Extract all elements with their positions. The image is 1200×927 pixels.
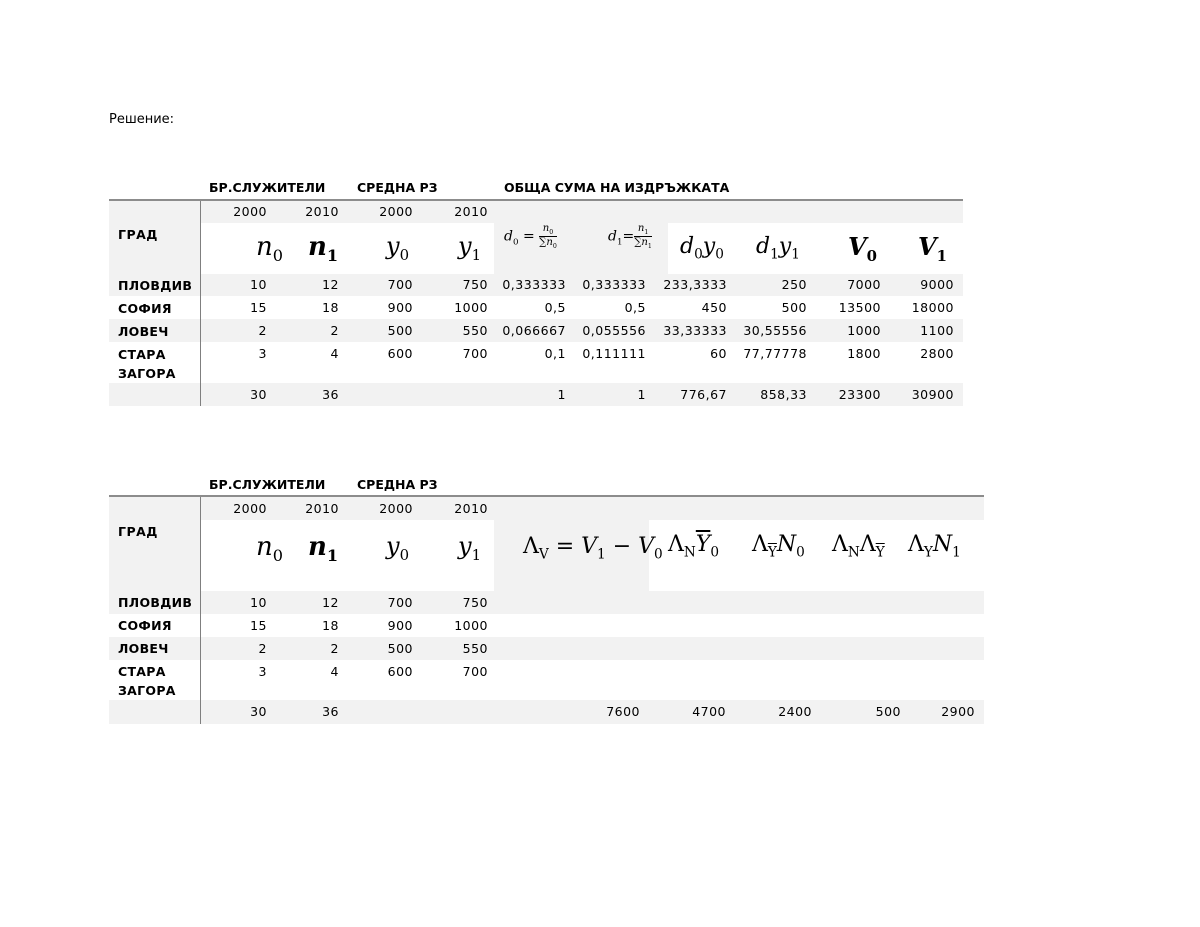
year-cell: 2010 [305,501,339,516]
cell: 4 [330,664,339,679]
cell: 1000 [454,618,488,633]
total-cell: 23300 [838,387,881,402]
formula-n0: $n_0$ [256,532,283,566]
year-cell: 2000 [379,204,413,219]
cell: 450 [701,300,727,315]
cell: 30,55556 [743,323,807,338]
cell: 700 [387,277,413,292]
cell: 0,333333 [582,277,646,292]
cell: 0,111111 [582,346,646,361]
cell: 1800 [847,346,881,361]
cell: 2 [258,641,267,656]
cell: 600 [387,346,413,361]
year-cell: 2000 [233,204,267,219]
cell: 12 [322,277,339,292]
total-cell: 36 [322,387,339,402]
cell: 250 [781,277,807,292]
cell: 900 [387,300,413,315]
cell: 1000 [454,300,488,315]
city-name: ЛОВЕЧ [118,324,169,339]
group-employees: БР.СЛУЖИТЕЛИ [209,180,326,195]
cell: 550 [462,323,488,338]
cell: 500 [781,300,807,315]
formula-delta-y-n1: $\Lambda_YN_1$ [908,532,961,561]
total-cell: 776,67 [680,387,727,402]
cell: 700 [462,664,488,679]
cell: 9000 [920,277,954,292]
cell: 2 [258,323,267,338]
cell: 60 [710,346,727,361]
cell: 500 [387,641,413,656]
formula-n1: $n_1$ [308,232,339,266]
cell: 15 [250,300,267,315]
cell: 2800 [920,346,954,361]
year-cell: 2010 [454,204,488,219]
city-name: ПЛОВДИВ [118,595,193,610]
year-cell: 2000 [379,501,413,516]
formula-delta-n-delta-y: $\Lambda_N\Lambda_{\overline{Y}}$ [832,532,885,561]
cell: 0,055556 [582,323,646,338]
total-cell: 4700 [692,704,726,719]
cell: 7000 [847,277,881,292]
cell: 13500 [838,300,881,315]
cell: 10 [250,595,267,610]
cell: 0,5 [624,300,646,315]
cell: 3 [258,346,267,361]
total-cell: 30900 [911,387,954,402]
cell: 77,77778 [743,346,807,361]
city-name: СТАРА ЗАГОРА [118,664,176,698]
group-employees: БР.СЛУЖИТЕЛИ [209,477,326,492]
total-cell: 2400 [778,704,812,719]
cell: 10 [250,277,267,292]
formula-d0y0: $d_0y_0$ [680,234,724,263]
cell: 750 [462,277,488,292]
total-cell: 7600 [606,704,640,719]
cell: 3 [258,664,267,679]
city-name: ПЛОВДИВ [118,278,193,293]
group-total: ОБЩА СУМА НА ИЗДРЪЖКАТА [504,180,730,195]
group-avg-salary: СРЕДНА РЗ [357,477,438,492]
cell: 1100 [920,323,954,338]
cell: 18 [322,300,339,315]
total-cell: 858,33 [760,387,807,402]
formula-d1: $d_1=$ $\frac{n_1}{\sum n_1}$ [608,223,652,251]
formula-y0: $y_0$ [386,532,410,564]
year-cell: 2010 [305,204,339,219]
formula-y1: $y_1$ [458,532,482,564]
cell: 0,5 [544,300,566,315]
total-cell: 2900 [941,704,975,719]
total-cell: 1 [557,387,566,402]
total-cell: 1 [637,387,646,402]
total-cell: 30 [250,387,267,402]
formula-d0: $d_0$ = $\frac{n_0}{\sum n_0}$ [504,223,557,251]
formula-delta-v: $\Lambda_V = V_1 - V_0$ [523,534,663,563]
total-cell: 500 [875,704,901,719]
cell: 2 [330,323,339,338]
cell: 600 [387,664,413,679]
cell: 18 [322,618,339,633]
cell: 0,1 [544,346,566,361]
cell: 700 [387,595,413,610]
cell: 18000 [911,300,954,315]
cell: 1000 [847,323,881,338]
city-header: ГРАД [118,524,158,539]
formula-d1y1: $d_1y_1$ [756,234,800,263]
city-name: СОФИЯ [118,618,172,633]
cell: 12 [322,595,339,610]
heading: Решение: [109,112,175,127]
cell: 700 [462,346,488,361]
cell: 750 [462,595,488,610]
cell: 0,333333 [502,277,566,292]
formula-y0: $y_0$ [386,232,410,264]
cell: 2 [330,641,339,656]
formula-n1: $n_1$ [308,532,339,566]
cell: 900 [387,618,413,633]
city-name: СОФИЯ [118,301,172,316]
city-header: ГРАД [118,227,158,242]
year-cell: 2010 [454,501,488,516]
cell: 15 [250,618,267,633]
formula-v1: $V_1$ [918,232,947,265]
cell: 500 [387,323,413,338]
formula-v0: $V_0$ [848,232,877,265]
formula-n0: $n_0$ [256,232,283,266]
cell: 33,33333 [663,323,727,338]
city-name: ЛОВЕЧ [118,641,169,656]
year-cell: 2000 [233,501,267,516]
cell: 550 [462,641,488,656]
formula-y1: $y_1$ [458,232,482,264]
group-avg-salary: СРЕДНА РЗ [357,180,438,195]
total-cell: 30 [250,704,267,719]
total-cell: 36 [322,704,339,719]
cell: 4 [330,346,339,361]
formula-delta-y-n0: $\Lambda_{\overline{Y}}N_0$ [752,532,805,561]
cell: 0,066667 [502,323,566,338]
cell: 233,3333 [663,277,727,292]
city-name: СТАРА ЗАГОРА [118,347,176,381]
formula-delta-n-y0: $\Lambda_N\overline{Y}_0$ [668,532,720,561]
